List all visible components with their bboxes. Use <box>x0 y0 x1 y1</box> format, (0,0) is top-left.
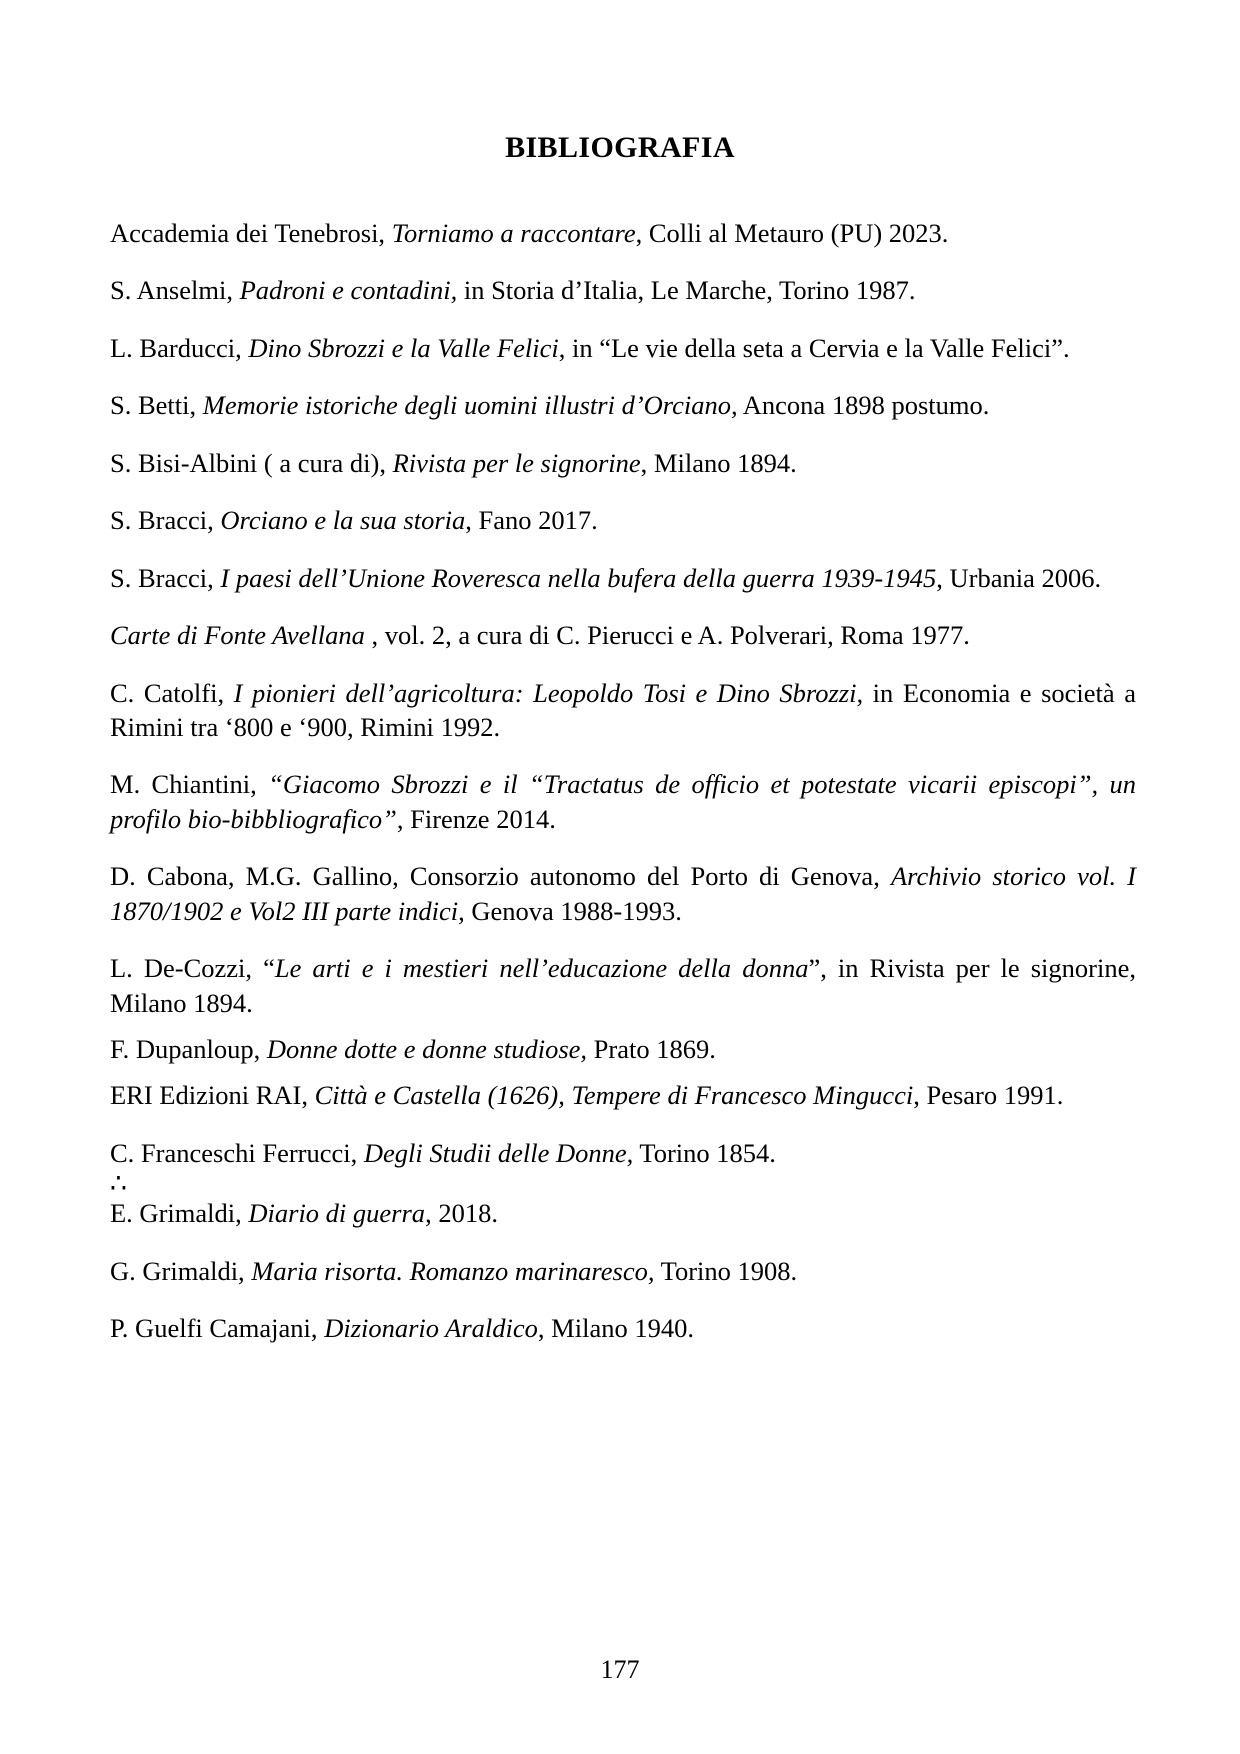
entry-suffix: , vol. 2, a cura di C. Pierucci e A. Polverari, Roma 1977. <box>371 620 970 651</box>
bibliography-entry <box>110 561 1136 595</box>
entry-title: Maria risorta. Romanzo marinaresco, <box>251 1255 655 1286</box>
entry-prefix: P. Guelfi Camajani, <box>110 1313 325 1344</box>
entry-suffix: , 2018. <box>425 1198 498 1229</box>
entry-title: Le arti e i mestieri nell’educazione della donna <box>274 953 809 984</box>
entry-prefix: L. De-Cozzi, “ <box>110 953 275 984</box>
page-number: 177 <box>600 1655 640 1684</box>
entry-suffix: , Firenze 2014. <box>396 803 556 834</box>
entry-suffix: Torino 1854. <box>633 1137 776 1168</box>
entry-title: Dino Sbrozzi e la Valle Felici <box>248 332 559 363</box>
entry-title: Diario di guerra <box>248 1198 426 1229</box>
entry-title: Torniamo a raccontare <box>391 218 636 248</box>
entry-suffix: ”, in Rivista per le signorine, Milano 1894. <box>110 953 1136 1018</box>
entry-prefix: C. Catolfi, <box>110 677 234 708</box>
entry-title: Degli Studii delle Donne, <box>363 1137 634 1168</box>
entry-prefix: ERI Edizioni RAI, <box>110 1080 315 1111</box>
bibliography-entry <box>110 859 1136 928</box>
bibliography-entry <box>110 767 1136 836</box>
bibliography-entry <box>110 1196 1136 1230</box>
entry-suffix: Genova 1988-1993. <box>464 895 682 926</box>
bibliography-entry <box>110 676 1136 745</box>
entry-suffix: in Storia d’Italia, Le Marche, Torino 1987. <box>457 275 916 306</box>
entry-suffix: in Economia e società a Rimini tra ‘800 e ‘900, Rimini 1992. <box>110 677 1136 742</box>
entry-title: Carte di Fonte Avellana <box>110 620 372 651</box>
bibliography-entry <box>110 446 1136 480</box>
entry-title: Rivista per le signorine <box>392 447 641 478</box>
entry-title: Donne dotte e donne studiose, <box>266 1034 588 1064</box>
scan-artifact-mark: ∴ <box>110 1168 126 1199</box>
bibliography-entry <box>110 503 1136 537</box>
entry-prefix: L. Barducci, <box>110 332 249 363</box>
page-title: BIBLIOGRAFIA <box>505 131 735 164</box>
entry-title: I pionieri dell’agricoltura: Leopoldo Tosi e Dino Sbrozzi, <box>233 677 864 708</box>
entry-prefix: C. Franceschi Ferrucci, <box>110 1137 364 1168</box>
entry-prefix: Accademia dei Tenebrosi, <box>110 218 392 248</box>
entry-title: I paesi dell’Unione Roveresca nella bufera della guerra 1939-1945 <box>220 562 937 593</box>
bibliography-entry <box>110 1032 1136 1066</box>
bibliography-entry <box>110 1078 1136 1112</box>
entry-suffix: Prato 1869. <box>587 1034 716 1064</box>
entry-suffix: , in “Le vie della seta a Cervia e la Valle Felici”. <box>558 332 1070 363</box>
entry-prefix: S. Bisi-Albini ( a cura di), <box>110 447 393 478</box>
entry-title: Archivio storico vol. I 1870/1902 e Vol2 III parte indici, <box>110 861 1137 926</box>
entry-suffix: Ancona 1898 postumo. <box>737 390 990 421</box>
entry-suffix: , Colli al Metauro (PU) 2023. <box>635 218 949 248</box>
entry-prefix: S. Bracci, <box>110 505 221 536</box>
bibliography-entry <box>110 1311 1136 1345</box>
entry-suffix: , Milano 1894. <box>640 447 797 478</box>
entry-prefix: S. Bracci, <box>110 562 221 593</box>
entry-suffix: , Pesaro 1991. <box>913 1080 1064 1111</box>
entry-title: Padroni e contadini, <box>239 275 458 306</box>
entry-title: Orciano e la sua storia <box>220 505 466 536</box>
entry-title: Dizionario Araldico <box>324 1313 538 1344</box>
entry-prefix: E. Grimaldi, <box>110 1198 249 1229</box>
entry-title: Città e Castella (1626), Tempere di Francesco Mingucci <box>314 1080 914 1111</box>
bibliography-entry <box>110 216 1136 250</box>
bibliography-entry <box>110 1254 1136 1288</box>
bibliography-list <box>110 216 1136 1346</box>
entry-suffix: , Fano 2017. <box>465 505 598 536</box>
entry-prefix: F. Dupanloup, <box>110 1034 267 1064</box>
bibliography-entry <box>110 1136 1136 1170</box>
bibliography-entry <box>110 273 1136 307</box>
entry-prefix: G. Grimaldi, <box>110 1255 252 1286</box>
entry-suffix: , Urbania 2006. <box>936 562 1102 593</box>
bibliography-entry <box>110 388 1136 422</box>
bibliography-entry <box>110 951 1136 1020</box>
entry-prefix: S. Anselmi, <box>110 275 240 306</box>
entry-prefix: D. Cabona, M.G. Gallino, Consorzio autonomo del Porto di Genova, <box>110 861 891 892</box>
bibliography-entry <box>110 331 1136 365</box>
entry-suffix: Torino 1908. <box>654 1255 798 1286</box>
entry-title: “Giacomo Sbrozzi e il “Tractatus de officio et potestate vicarii episcopi”, un profilo bio-bibbliografico” <box>110 769 1136 834</box>
entry-title: Memorie istoriche degli uomini illustri d’Orciano, <box>202 390 738 421</box>
entry-prefix: S. Betti, <box>110 390 203 421</box>
entry-prefix: M. Chiantini, <box>110 769 269 800</box>
entry-suffix: , Milano 1940. <box>537 1313 694 1344</box>
bibliography-entry <box>110 618 1136 652</box>
